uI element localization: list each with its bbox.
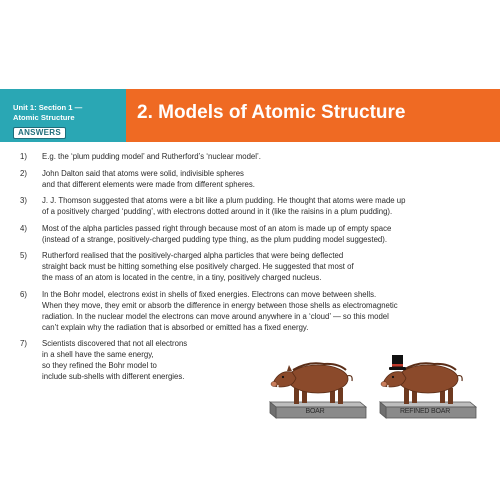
boar-label: BOAR	[305, 408, 325, 415]
answer-number: 2)	[20, 168, 27, 178]
answer-item-5	[20, 250, 490, 283]
answer-number: 1)	[20, 152, 27, 161]
answer-text: Rutherford realised that the positively-charged alpha particles that were being deflected straight back must be hitting something else positively charged. He suggested that most of the mass of an atom is located in the centre, in a tiny, positively charged nucleus.	[42, 251, 354, 282]
page-title: 2. Models of Atomic Structure	[137, 102, 406, 123]
answer-item-4	[20, 223, 490, 245]
answer-number: 3)	[20, 196, 27, 205]
answer-item-2	[20, 168, 490, 190]
refined-boar-label: REFINED BOAR	[399, 408, 451, 415]
answer-item-6	[20, 289, 490, 333]
answer-number: 6)	[20, 289, 27, 299]
page-header	[0, 89, 500, 142]
answer-number: 5)	[20, 251, 27, 260]
answer-number: 7)	[20, 339, 27, 348]
boar-illustration	[258, 350, 370, 422]
title-box	[126, 89, 500, 142]
answer-text: J. J. Thomson suggested that atoms were a bit like a plum pudding. He thought that atoms were made up of a positively charged ‘pudding’, with electrons dotted around in it (like the raisins in a plum pudding).	[42, 196, 406, 216]
unit-section-box	[0, 89, 126, 142]
answer-text: Scientists discovered that not all electrons in a shell have the same energy, so they refined the Bohr model to include sub-shells with different energies.	[42, 339, 188, 381]
answer-item-3	[20, 195, 490, 217]
answer-text: John Dalton said that atoms were solid, indivisible spheres and that different elements were made from different spheres.	[42, 168, 255, 189]
answer-item-1	[20, 151, 490, 162]
answer-text: In the Bohr model, electrons exist in shells of fixed energies. Electrons can move between shells. When they move, they emit or absorb the difference in energy between those shells as electromagnetic radiation. In the nuclear model the electrons can move around anywhere in a ‘cloud’ — so this model can’t explain why the radiation that is absorbed or emitted has a fixed energy.	[42, 289, 398, 332]
answers-tag: ANSWERS	[13, 127, 66, 139]
refined-boar-illustration	[372, 343, 484, 422]
answer-text: E.g. the ‘plum pudding model’ and Rutherford’s ‘nuclear model’.	[42, 152, 261, 161]
answer-number: 4)	[20, 223, 27, 233]
unit-label: Unit 1: Section 1 — Atomic Structure	[13, 103, 83, 122]
answer-text: Most of the alpha particles passed right through because most of an atom is made up of empty space (instead of a strange, positively-charged pudding type thing, as the plum pudding model suggested).	[42, 223, 392, 244]
